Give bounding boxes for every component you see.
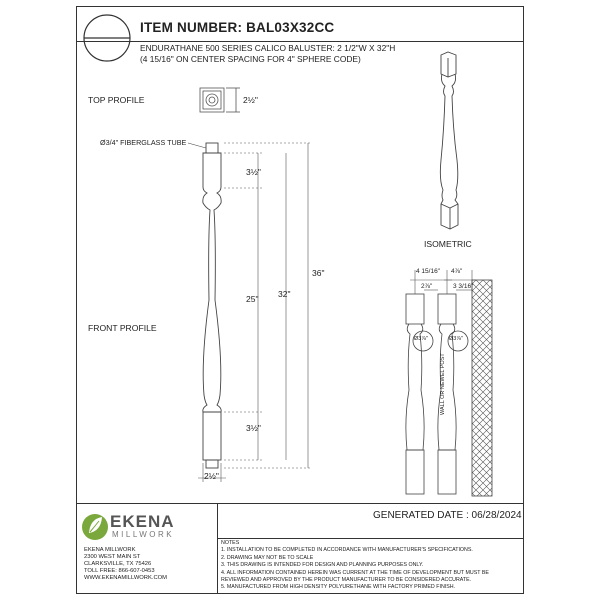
company-line: EKENA MILLWORK xyxy=(84,547,136,553)
wall-hatch xyxy=(472,280,492,496)
oc-spacing-dimension: 4 15/16" xyxy=(416,268,440,275)
notes-block xyxy=(221,540,489,592)
wall-label: WALL OR NEWEL POST xyxy=(440,353,446,415)
top-profile-drawing xyxy=(200,88,240,112)
company-line: CLARKSVILLE, TX 75426 xyxy=(84,561,152,567)
company-line: 2300 WEST MAIN ST xyxy=(84,554,141,560)
description-line-2: (4 15/16" ON CENTER SPACING FOR 4" SPHERE CODE) xyxy=(140,54,361,64)
item-number: ITEM NUMBER: BAL03X32CC xyxy=(140,20,335,35)
baluster-height-dimension: 32" xyxy=(278,289,291,299)
company-line: TOLL FREE: 866-607-0453 xyxy=(84,568,155,574)
spacing-balusters xyxy=(406,294,468,494)
bottom-width-dimension: 2½" xyxy=(204,471,219,481)
company-info xyxy=(84,547,167,582)
turned-length-dimension: 25" xyxy=(246,294,259,304)
fiberglass-tube-label: Ø3/4" FIBERGLASS TUBE xyxy=(100,138,187,147)
generated-date: GENERATED DATE : 06/28/2024 xyxy=(373,510,522,521)
overall-height-dimension: 36" xyxy=(312,268,325,278)
gap-dimension-1: 2⅞" xyxy=(421,283,433,290)
top-block-dimension: 3½" xyxy=(246,167,261,177)
header-circle-mark xyxy=(84,15,130,61)
note-line: 4. ALL INFORMATION CONTAINED HEREIN WAS CURRENT AT THE TIME OF DEVELOPMENT BUT MUST BE xyxy=(221,569,489,576)
bottom-block-dimension: 3½" xyxy=(246,423,261,433)
note-line: 1. INSTALLATION TO BE COMPLETED IN ACCORDANCE WITH MANUFACTURER'S SPECIFICATIONS. xyxy=(221,547,473,554)
oc-spacing-dimension-2: 4⅞" xyxy=(451,268,463,275)
brand-name: EKENA xyxy=(110,512,175,531)
front-profile-label: FRONT PROFILE xyxy=(88,323,157,333)
description-line-1: ENDURATHANE 500 SERIES CALICO BALUSTER: 2 1/2"W X 32"H xyxy=(140,43,396,53)
note-line: REVIEWED AND APPROVED BY THE PRODUCT MANUFACTURER TO BE CONSIDERED ACCURATE. xyxy=(221,577,472,584)
sphere-dimension-2: Ø3⅞" xyxy=(449,336,463,342)
note-line: 5. MANUFACTURED FROM HIGH DENSITY POLYURETHANE WITH FACTORY PRIMED FINISH. xyxy=(221,584,456,591)
isometric-label: ISOMETRIC xyxy=(424,239,472,249)
top-profile-label: TOP PROFILE xyxy=(88,95,145,105)
front-profile-baluster xyxy=(203,143,221,468)
note-line: 3. THIS DRAWING IS INTENDED FOR DESIGN AND PLANNING PURPOSES ONLY. xyxy=(221,562,424,569)
ekena-logo-mark xyxy=(82,514,108,540)
isometric-baluster xyxy=(440,52,458,229)
sphere-dimension-1: Ø3⅞" xyxy=(414,336,428,342)
top-width-dimension: 2½" xyxy=(243,95,258,105)
note-line: 2. DRAWING MAY NOT BE TO SCALE xyxy=(221,554,314,561)
notes-title: NOTES xyxy=(221,540,240,546)
company-line: WWW.EKENAMILLWORK.COM xyxy=(84,575,167,581)
brand-subtitle: MILLWORK xyxy=(112,530,175,539)
gap-dimension-2: 3 3/16" xyxy=(453,283,474,290)
